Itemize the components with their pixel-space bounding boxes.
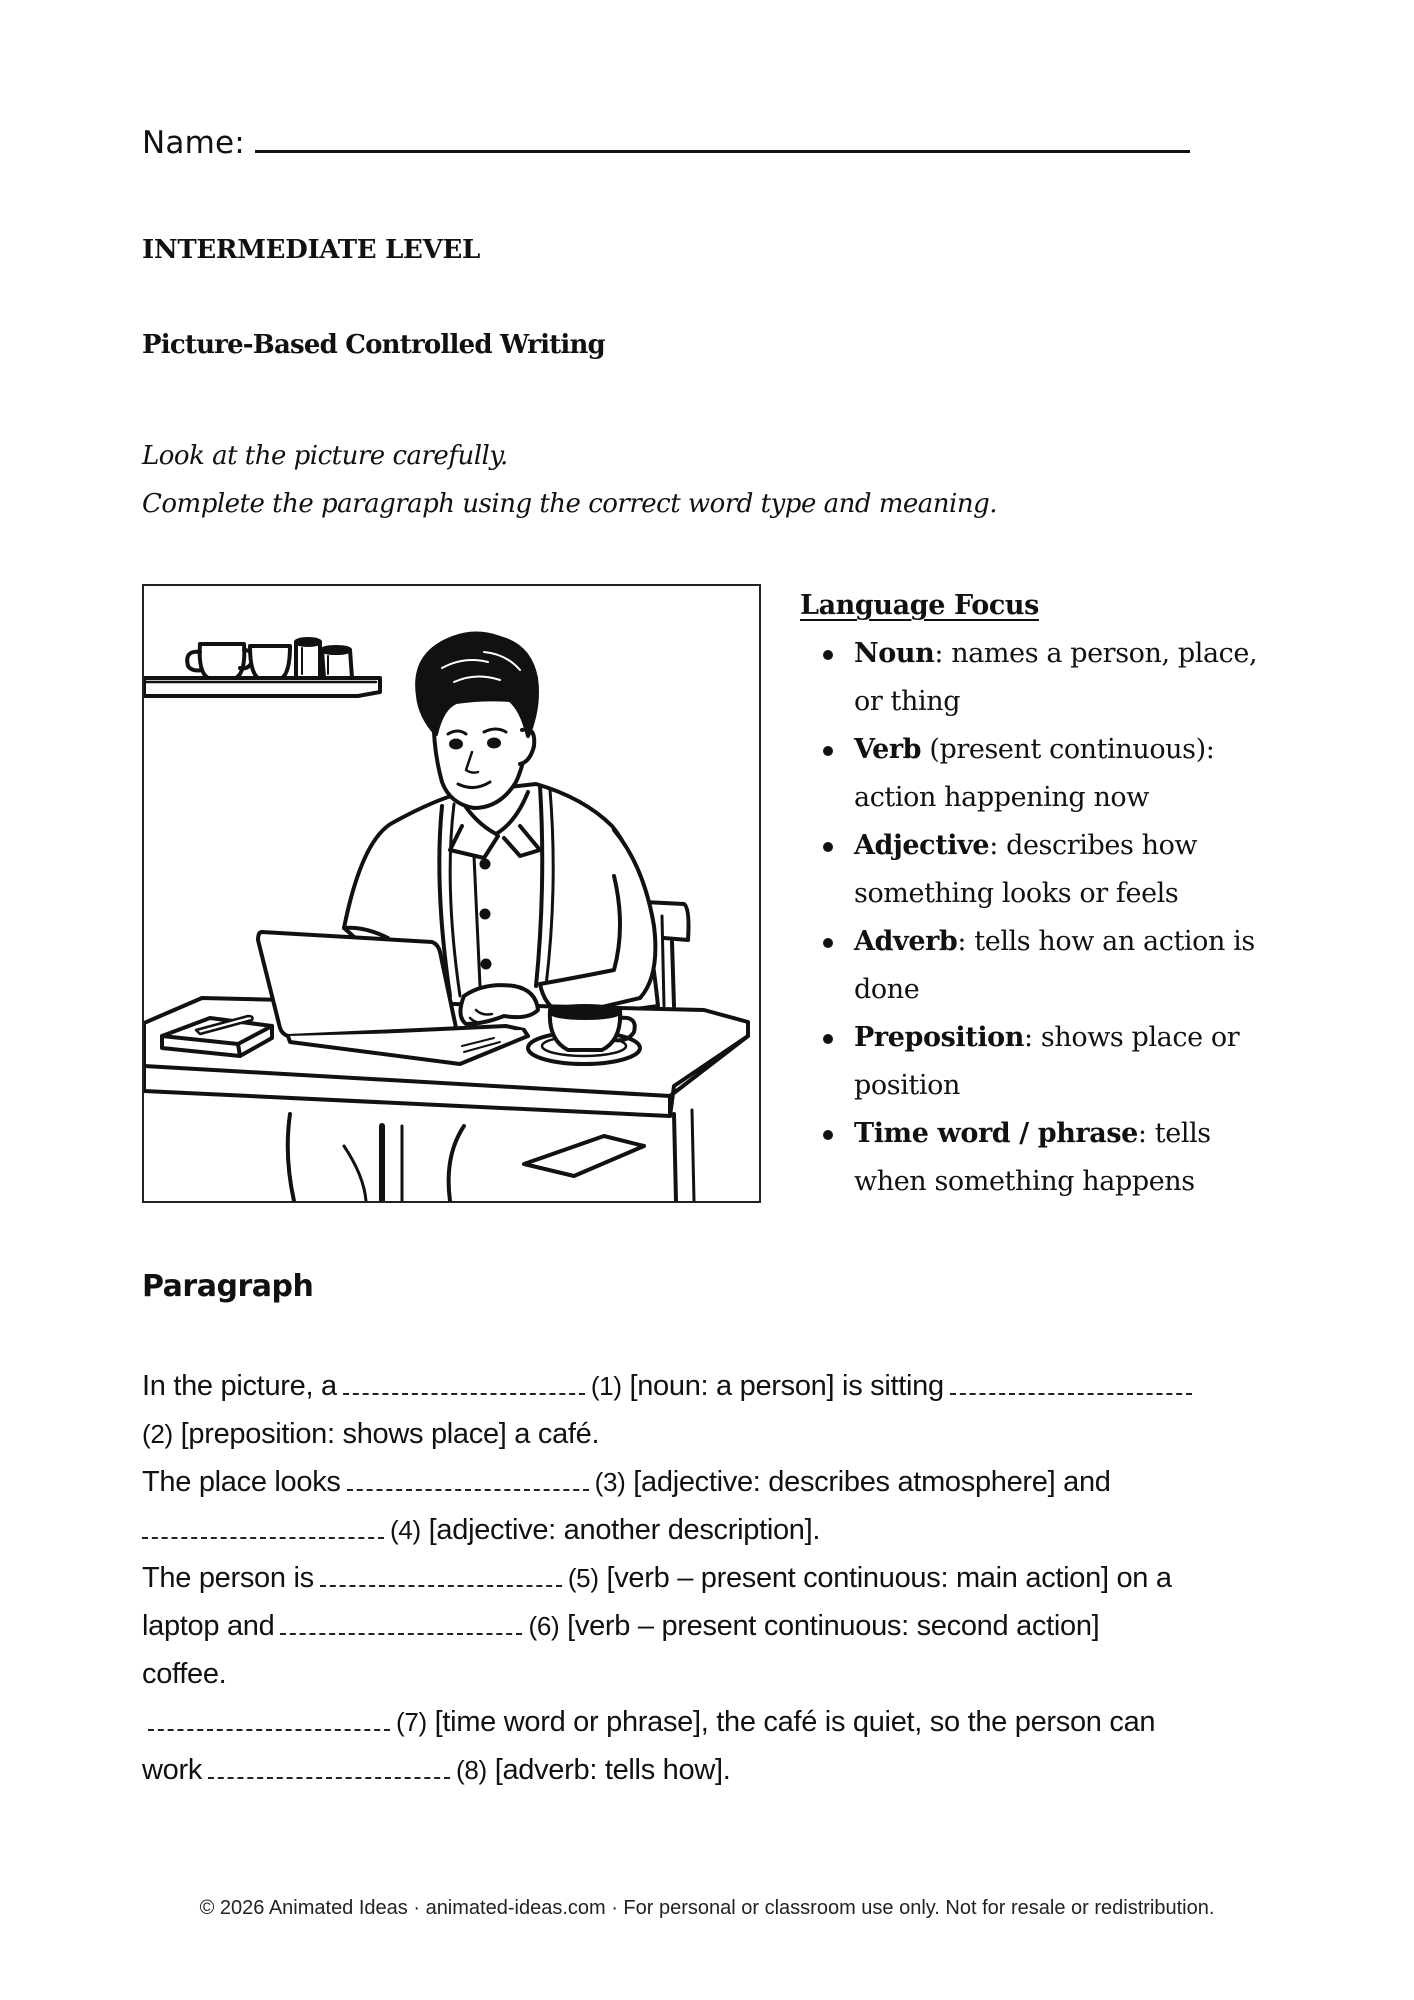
gap-fill-paragraph — [142, 1362, 1292, 1794]
paragraph-text: The person is — [142, 1562, 314, 1594]
focus-item-verb — [800, 726, 1280, 822]
blank-2[interactable] — [950, 1365, 1192, 1395]
blank-number: (8) — [456, 1755, 487, 1785]
blank-1[interactable] — [343, 1365, 585, 1395]
paragraph-line — [142, 1410, 1292, 1458]
focus-definition: : tells how an action is done — [854, 926, 1255, 1005]
paragraph-text: work — [142, 1754, 203, 1786]
focus-definition: : shows place or position — [854, 1022, 1240, 1101]
name-field[interactable] — [142, 118, 1190, 168]
paragraph-text: coffee. — [142, 1658, 227, 1690]
blank-hint: [preposition: shows place] a café. — [180, 1418, 600, 1450]
blank-number: (1) — [590, 1371, 622, 1401]
focus-item-preposition — [800, 1014, 1280, 1110]
paragraph-line — [142, 1458, 1292, 1506]
focus-item-noun — [800, 630, 1280, 726]
blank-7[interactable] — [148, 1701, 390, 1731]
blank-8[interactable] — [208, 1749, 450, 1779]
bullet-icon — [823, 938, 833, 948]
blank-hint: [verb – present continuous: main action] on a — [606, 1562, 1172, 1594]
blank-6[interactable] — [280, 1605, 522, 1635]
paragraph-line — [142, 1698, 1292, 1746]
blank-number: (6) — [528, 1611, 560, 1641]
blank-hint: [verb – present continuous: second action] — [567, 1610, 1100, 1642]
blank-number: (3) — [594, 1467, 626, 1497]
blank-hint: [time word or phrase], the café is quiet, so the person can — [434, 1706, 1156, 1738]
paragraph-line — [142, 1554, 1292, 1602]
name-label: Name: — [142, 125, 245, 161]
focus-item-adjective — [800, 822, 1280, 918]
copyright-footer: © 2026 Animated Ideas · animated-ideas.com · For personal or classroom use only. Not for resale or redistribution. — [199, 1897, 1215, 1919]
focus-item-adverb — [800, 918, 1280, 1014]
focus-term: Verb — [854, 734, 922, 765]
bullet-icon — [823, 650, 833, 660]
focus-definition: : names a person, place, or thing — [854, 638, 1258, 717]
language-focus-title: Language Focus — [800, 590, 1039, 621]
blank-number: (7) — [396, 1707, 427, 1737]
bullet-icon — [823, 842, 833, 852]
blank-hint: [adjective: another description]. — [428, 1514, 821, 1546]
paragraph-text: laptop and — [142, 1610, 275, 1642]
focus-definition: : tells when something happens — [854, 1118, 1211, 1197]
paragraph-line — [142, 1506, 1292, 1554]
blank-number: (4) — [390, 1515, 421, 1545]
paragraph-line — [142, 1362, 1292, 1410]
instruction-line: Complete the paragraph using the correct word type and meaning. — [142, 489, 998, 519]
paragraph-title: Paragraph — [142, 1269, 314, 1304]
blank-hint: [noun: a person] — [629, 1370, 835, 1402]
blank-hint: [adverb: tells how]. — [494, 1754, 731, 1786]
focus-term: Adjective — [854, 830, 990, 861]
instructions — [142, 432, 997, 528]
language-focus-panel — [800, 582, 1280, 1206]
cafe-laptop-illustration-icon — [144, 586, 759, 1201]
paragraph-line — [142, 1746, 1292, 1794]
focus-term: Preposition — [854, 1022, 1025, 1053]
blank-4[interactable] — [142, 1509, 384, 1539]
focus-definition: : describes how something looks or feels — [854, 830, 1198, 909]
focus-item-time-word — [800, 1110, 1280, 1206]
blank-hint: [adjective: describes atmosphere] and — [633, 1466, 1111, 1498]
focus-definition: (present continuous): action happening now — [854, 734, 1215, 813]
bullet-icon — [823, 1034, 833, 1044]
bullet-icon — [823, 1130, 833, 1140]
level-title: INTERMEDIATE LEVEL — [142, 235, 480, 265]
bullet-icon — [823, 746, 833, 756]
blank-number: (5) — [567, 1563, 599, 1593]
worksheet-subtitle: Picture-Based Controlled Writing — [142, 330, 605, 360]
focus-term: Time word / phrase — [854, 1118, 1138, 1149]
paragraph-text: The place looks — [142, 1466, 341, 1498]
picture-frame — [142, 584, 761, 1203]
language-focus-list — [800, 630, 1280, 1206]
paragraph-text: In the picture, a — [142, 1370, 337, 1402]
focus-term: Noun — [854, 638, 935, 669]
paragraph-line — [142, 1602, 1292, 1650]
paragraph-line — [142, 1650, 1292, 1698]
instruction-line: Look at the picture carefully. — [142, 441, 508, 471]
blank-5[interactable] — [320, 1557, 562, 1587]
blank-3[interactable] — [347, 1461, 589, 1491]
paragraph-text: is sitting — [842, 1370, 944, 1402]
name-blank-line[interactable] — [255, 120, 1190, 153]
blank-number: (2) — [142, 1419, 173, 1449]
focus-term: Adverb — [854, 926, 958, 957]
